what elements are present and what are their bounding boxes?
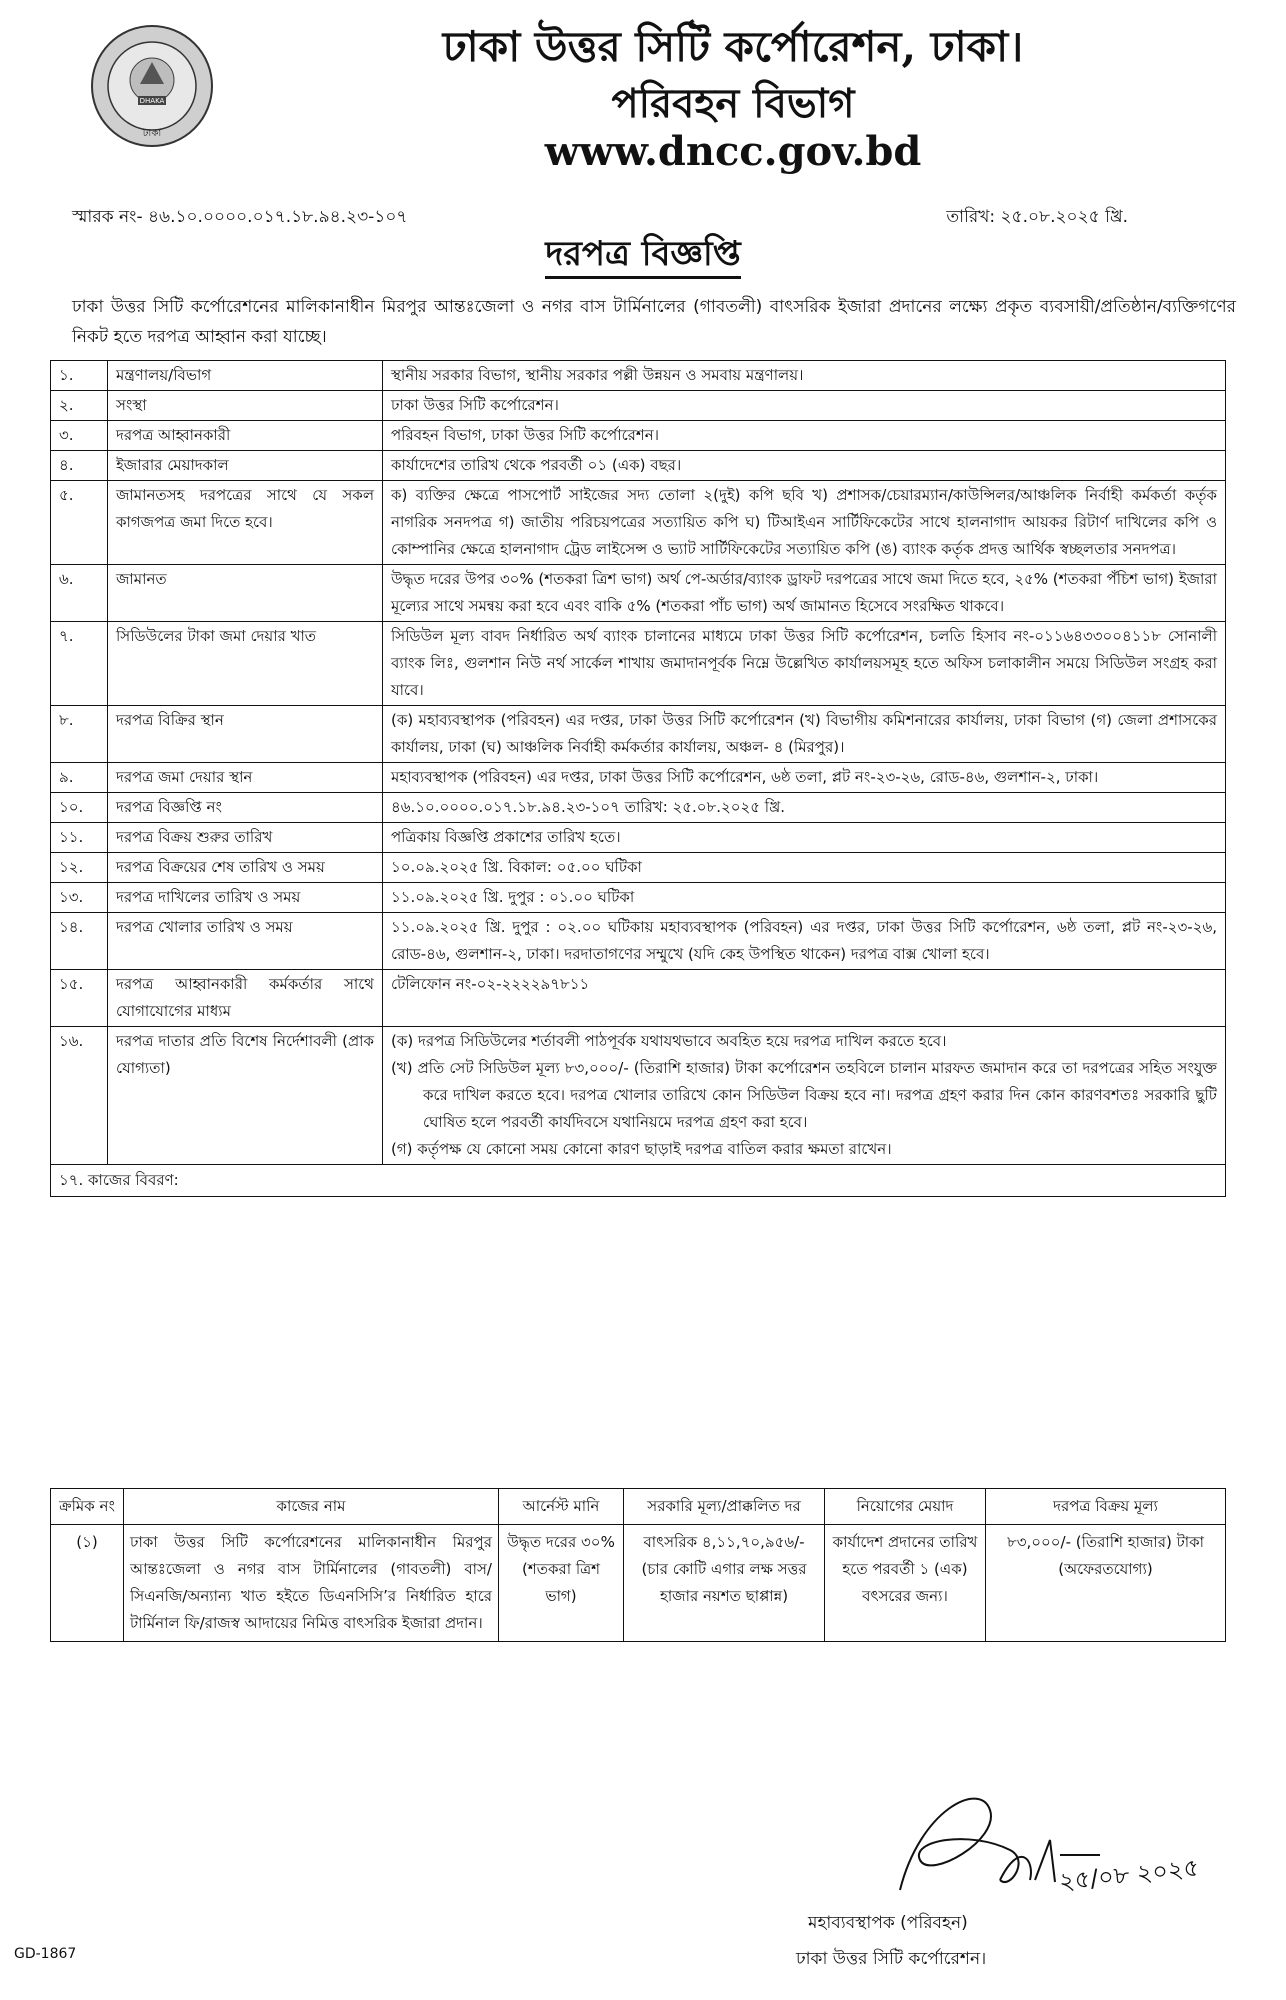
row-label: দরপত্র বিক্রয়ের শেষ তারিখ ও সময়	[108, 853, 383, 883]
table-row	[51, 883, 1226, 913]
row-number: ৭.	[51, 622, 108, 706]
row-label: মন্ত্রণালয়/বিভাগ	[108, 361, 383, 391]
row-label: সিডিউলের টাকা জমা দেয়ার খাত	[108, 622, 383, 706]
row-value: উদ্ধৃত দরের উপর ৩০% (শতকরা ত্রিশ ভাগ) অর্থ পে-অর্ডার/ব্যাংক ড্রাফট দরপত্রের সাথে জমা দিতে হবে, ২৫% (শতকরা পঁচিশ ভাগ) ইজারা মূল্যের সাথে সমন্বয় করা হবে এবং বাকি ৫% (শতকরা পাঁচ ভাগ) অর্থ জামানত হিসেবে সংরক্ষিত থাকবে।	[383, 565, 1226, 622]
row-label: জামানত	[108, 565, 383, 622]
row-label: দরপত্র বিক্রির স্থান	[108, 706, 383, 763]
cell-term: কার্যাদেশ প্রদানের তারিখ হতে পরবর্তী ১ (এক) বৎসরের জন্য।	[825, 1525, 986, 1642]
svg-text:DHAKA: DHAKA	[139, 97, 165, 105]
table-row	[51, 763, 1226, 793]
row-number: ১.	[51, 361, 108, 391]
table-row	[51, 823, 1226, 853]
signature-date-text: ২৫/০৮ ২০২৫	[1057, 1853, 1201, 1896]
row-number: ৫.	[51, 481, 108, 565]
row-value: ১১.০৯.২০২৫ খ্রি. দুপুর : ০১.০০ ঘটিকা	[383, 883, 1226, 913]
row-number: ৬.	[51, 565, 108, 622]
table-row	[51, 793, 1226, 823]
table-row	[51, 451, 1226, 481]
col-header-work-name: কাজের নাম	[124, 1489, 499, 1525]
row-value: ক) ব্যক্তির ক্ষেত্রে পাসপোর্ট সাইজের সদ্য তোলা ২(দুই) কপি ছবি খ) প্রশাসক/চেয়ারম্যান/কাউন্সিলর/আঞ্চলিক নির্বাহী কর্মকর্তা কর্তৃক নাগরিক সনদপত্র গ) জাতীয় পরিচয়পত্রের সত্যায়িত কপি ঘ) টিআইএন সার্টিফিকেটের সাথে হালনাগাদ আয়কর রিটার্ণ দাখিলের কপি ও কোম্পানির ক্ষেত্রে হালনাগাদ ট্রেড লাইসেন্স ও ভ্যাট সার্টিফিকেটের সত্যায়িত কপি (ঙ) ব্যাংক কর্তৃক প্রদত্ত আর্থিক স্বচ্ছলতার সনদপত্র।	[383, 481, 1226, 565]
signatory-org: ঢাকা উত্তর সিটি কর্পোরেশন।	[796, 1949, 987, 1969]
row-number: ৮.	[51, 706, 108, 763]
department-heading: পরিবহন বিভাগ	[611, 80, 855, 127]
row-label: সংস্থা	[108, 391, 383, 421]
row-number: ১৬.	[51, 1027, 108, 1165]
table-row	[51, 481, 1226, 565]
row-label: দরপত্র দাতার প্রতি বিশেষ নির্দেশাবলী (প্রাক যোগ্যতা)	[108, 1027, 383, 1165]
row-value: সিডিউল মূল্য বাবদ নির্ধারিত অর্থ ব্যাংক চালানের মাধ্যমে ঢাকা উত্তর সিটি কর্পোরেশন, চলতি হিসাব নং-০১১৬৪৩৩০০৪১১৮ সোনালী ব্যাংক লিঃ, গুলশান নিউ নর্থ সার্কেল শাখায় জমাদানপূর্বক নিম্নে উল্লেখিত কার্যালয়সমূহ হতে অফিস চলাকালীন সময়ে সিডিউল সংগ্রহ করা যাবে।	[383, 622, 1226, 706]
notice-title: দরপত্র বিজ্ঞপ্তি	[0, 228, 1286, 285]
table-row	[51, 1525, 1226, 1642]
table-row	[51, 970, 1226, 1027]
svg-text:ঢাকা: ঢাকা	[142, 128, 162, 139]
row-number: ১১.	[51, 823, 108, 853]
row-value	[383, 1027, 1226, 1165]
row-number: ২.	[51, 391, 108, 421]
row-value: ঢাকা উত্তর সিটি কর্পোরেশন।	[383, 391, 1226, 421]
work-description-table	[50, 1488, 1226, 1642]
table-row	[51, 565, 1226, 622]
row-value: (ক) মহাব্যবস্থাপক (পরিবহন) এর দপ্তর, ঢাকা উত্তর সিটি কর্পোরেশন (খ) বিভাগীয় কমিশনারের কার্যালয়, ঢাকা বিভাগ (গ) জেলা প্রশাসকের কার্যালয়, ঢাকা (ঘ) আঞ্চলিক নির্বাহী কর্মকর্তার কার্যালয়, অঞ্চল- ৪ (মিরপুর)।	[383, 706, 1226, 763]
table-row	[51, 1027, 1226, 1165]
cell-sale-price: ৮৩,০০০/- (তিরাশি হাজার) টাকা (অফেরতযোগ্য)	[986, 1525, 1226, 1642]
table-row	[51, 391, 1226, 421]
row-number: ১৪.	[51, 913, 108, 970]
website-link[interactable]: www.dncc.gov.bd	[544, 128, 922, 175]
memo-number: স্মারক নং- ৪৬.১০.০০০০.০১৭.১৮.৯৪.২৩-১০৭	[72, 207, 408, 227]
intro-paragraph: ঢাকা উত্তর সিটি কর্পোরেশনের মালিকানাধীন মিরপুর আন্তঃজেলা ও নগর বাস টার্মিনালের (গাবতলী) বাৎসরিক ইজারা প্রদানের লক্ষ্যে প্রকৃত ব্যবসায়ী/প্রতিষ্ঠান/ব্যক্তিগণের নিকট হতে দরপত্র আহ্বান করা যাচ্ছে।	[72, 297, 1236, 347]
instruction-item: (গ) কর্তৃপক্ষ যে কোনো সময় কোনো কারণ ছাড়াই দরপত্র বাতিল করার ক্ষমতা রাখেন।	[391, 1140, 892, 1158]
col-header-earnest: আর্নেস্ট মানি	[499, 1489, 624, 1525]
org-heading: ঢাকা উত্তর সিটি কর্পোরেশন, ঢাকা।	[442, 22, 1024, 71]
row-value: পত্রিকায় বিজ্ঞপ্তি প্রকাশের তারিখ হতে।	[383, 823, 1226, 853]
table-row	[51, 361, 1226, 391]
table-row	[51, 853, 1226, 883]
work-section-heading: ১৭. কাজের বিবরণ:	[51, 1165, 1226, 1197]
row-value: ১০.০৯.২০২৫ খ্রি. বিকাল: ০৫.০০ ঘটিকা	[383, 853, 1226, 883]
row-label: দরপত্র আহ্বানকারী	[108, 421, 383, 451]
col-header-sale-price: দরপত্র বিক্রয় মূল্য	[986, 1489, 1226, 1525]
table-row	[51, 421, 1226, 451]
instruction-item: (ক) দরপত্র সিডিউলের শর্তাবলী পাঠপূর্বক যথাযথভাবে অবহিত হয়ে দরপত্র দাখিল করতে হবে।	[391, 1032, 947, 1050]
cell-earnest: উদ্ধৃত দরের ৩০% (শতকরা ত্রিশ ভাগ)	[499, 1525, 624, 1642]
table-row	[51, 913, 1226, 970]
row-label: ইজারার মেয়াদকাল	[108, 451, 383, 481]
row-number: ৯.	[51, 763, 108, 793]
row-value: ৪৬.১০.০০০০.০১৭.১৮.৯৪.২৩-১০৭ তারিখ: ২৫.০৮.২০২৫ খ্রি.	[383, 793, 1226, 823]
row-number: ১০.	[51, 793, 108, 823]
row-number: ১৩.	[51, 883, 108, 913]
handwritten-signature	[860, 1770, 1201, 1920]
signatory-title: মহাব্যবস্থাপক (পরিবহন)	[808, 1913, 968, 1933]
col-header-serial: ক্রমিক নং	[51, 1489, 124, 1525]
row-value: মহাব্যবস্থাপক (পরিবহন) এর দপ্তর, ঢাকা উত্তর সিটি কর্পোরেশন, ৬ষ্ঠ তলা, প্লট নং-২৩-২৬, রোড-৪৬, গুলশান-২, ঢাকা।	[383, 763, 1226, 793]
row-label: দরপত্র জমা দেয়ার স্থান	[108, 763, 383, 793]
row-label: জামানতসহ দরপত্রের সাথে যে সকল কাগজপত্র জমা দিতে হবে।	[108, 481, 383, 565]
row-label: দরপত্র বিক্রয় শুরুর তারিখ	[108, 823, 383, 853]
tender-details-table	[50, 360, 1226, 1197]
instruction-item: (খ) প্রতি সেট সিডিউল মূল্য ৮৩,০০০/- (তিরাশি হাজার) টাকা কর্পোরেশন তহবিলে চালান মারফত জমাদান করে তা দরপত্রের সহিত সংযুক্ত করে দাখিল করতে হবে। দরপত্র খোলার তারিখে কোন সিডিউল বিক্রয় হবে না। দরপত্র গ্রহণ করার দিন কোন কারণবশতঃ সরকারি ছুটি ঘোষিত হলে পরবর্তী কার্যদিবসে যথানিয়মে দরপত্র গ্রহণ করা হবে।	[391, 1059, 1217, 1131]
row-value: ১১.০৯.২০২৫ খ্রি. দুপুর : ০২.০০ ঘটিকায় মহাব্যবস্থাপক (পরিবহন) এর দপ্তর, ঢাকা উত্তর সিটি কর্পোরেশন, ৬ষ্ঠ তলা, প্লট নং-২৩-২৬, রোড-৪৬, গুলশান-২, ঢাকা। দরদাতাগণের সম্মুখে (যদি কেহ উপস্থিত থাকেন) দরপত্র বাক্স খোলা হবে।	[383, 913, 1226, 970]
dncc-seal-logo	[90, 24, 214, 148]
row-label: দরপত্র বিজ্ঞপ্তি নং	[108, 793, 383, 823]
row-value: টেলিফোন নং-০২-২২২২৯৭৮১১	[383, 970, 1226, 1027]
memo-date: তারিখ: ২৫.০৮.২০২৫ খ্রি.	[946, 207, 1128, 227]
row-label: দরপত্র খোলার তারিখ ও সময়	[108, 913, 383, 970]
table-row	[51, 706, 1226, 763]
row-label: দরপত্র দাখিলের তারিখ ও সময়	[108, 883, 383, 913]
cell-govt-price: বাৎসরিক ৪,১১,৭০,৯৫৬/- (চার কোটি এগার লক্ষ সত্তর হাজার নয়শত ছাপ্পান্ন)	[624, 1525, 825, 1642]
cell-serial: (১)	[51, 1525, 124, 1642]
row-number: ৪.	[51, 451, 108, 481]
row-number: ১৫.	[51, 970, 108, 1027]
row-number: ১২.	[51, 853, 108, 883]
table-row	[51, 1165, 1226, 1197]
row-value: স্থানীয় সরকার বিভাগ, স্থানীয় সরকার পল্লী উন্নয়ন ও সমবায় মন্ত্রণালয়।	[383, 361, 1226, 391]
row-number: ৩.	[51, 421, 108, 451]
row-value: পরিবহন বিভাগ, ঢাকা উত্তর সিটি কর্পোরেশন।	[383, 421, 1226, 451]
col-header-govt-price: সরকারি মূল্য/প্রাক্কলিত দর	[624, 1489, 825, 1525]
footer-code: GD-1867	[14, 1946, 77, 1962]
row-label: দরপত্র আহ্বানকারী কর্মকর্তার সাথে যোগাযোগের মাধ্যম	[108, 970, 383, 1027]
cell-work-name: ঢাকা উত্তর সিটি কর্পোরেশনের মালিকানাধীন মিরপুর আন্তঃজেলা ও নগর বাস টার্মিনালের (গাবতলী) বাস/সিএনজি/অন্যান্য খাত হইতে ডিএনসিসি’র নির্ধারিত হারে টার্মিনাল ফি/রাজস্ব আদায়ের নিমিত্ত বাৎসরিক ইজারা প্রদান।	[124, 1525, 499, 1642]
table-row	[51, 622, 1226, 706]
col-header-term: নিয়োগের মেয়াদ	[825, 1489, 986, 1525]
row-value: কার্যাদেশের তারিখ থেকে পরবর্তী ০১ (এক) বছর।	[383, 451, 1226, 481]
